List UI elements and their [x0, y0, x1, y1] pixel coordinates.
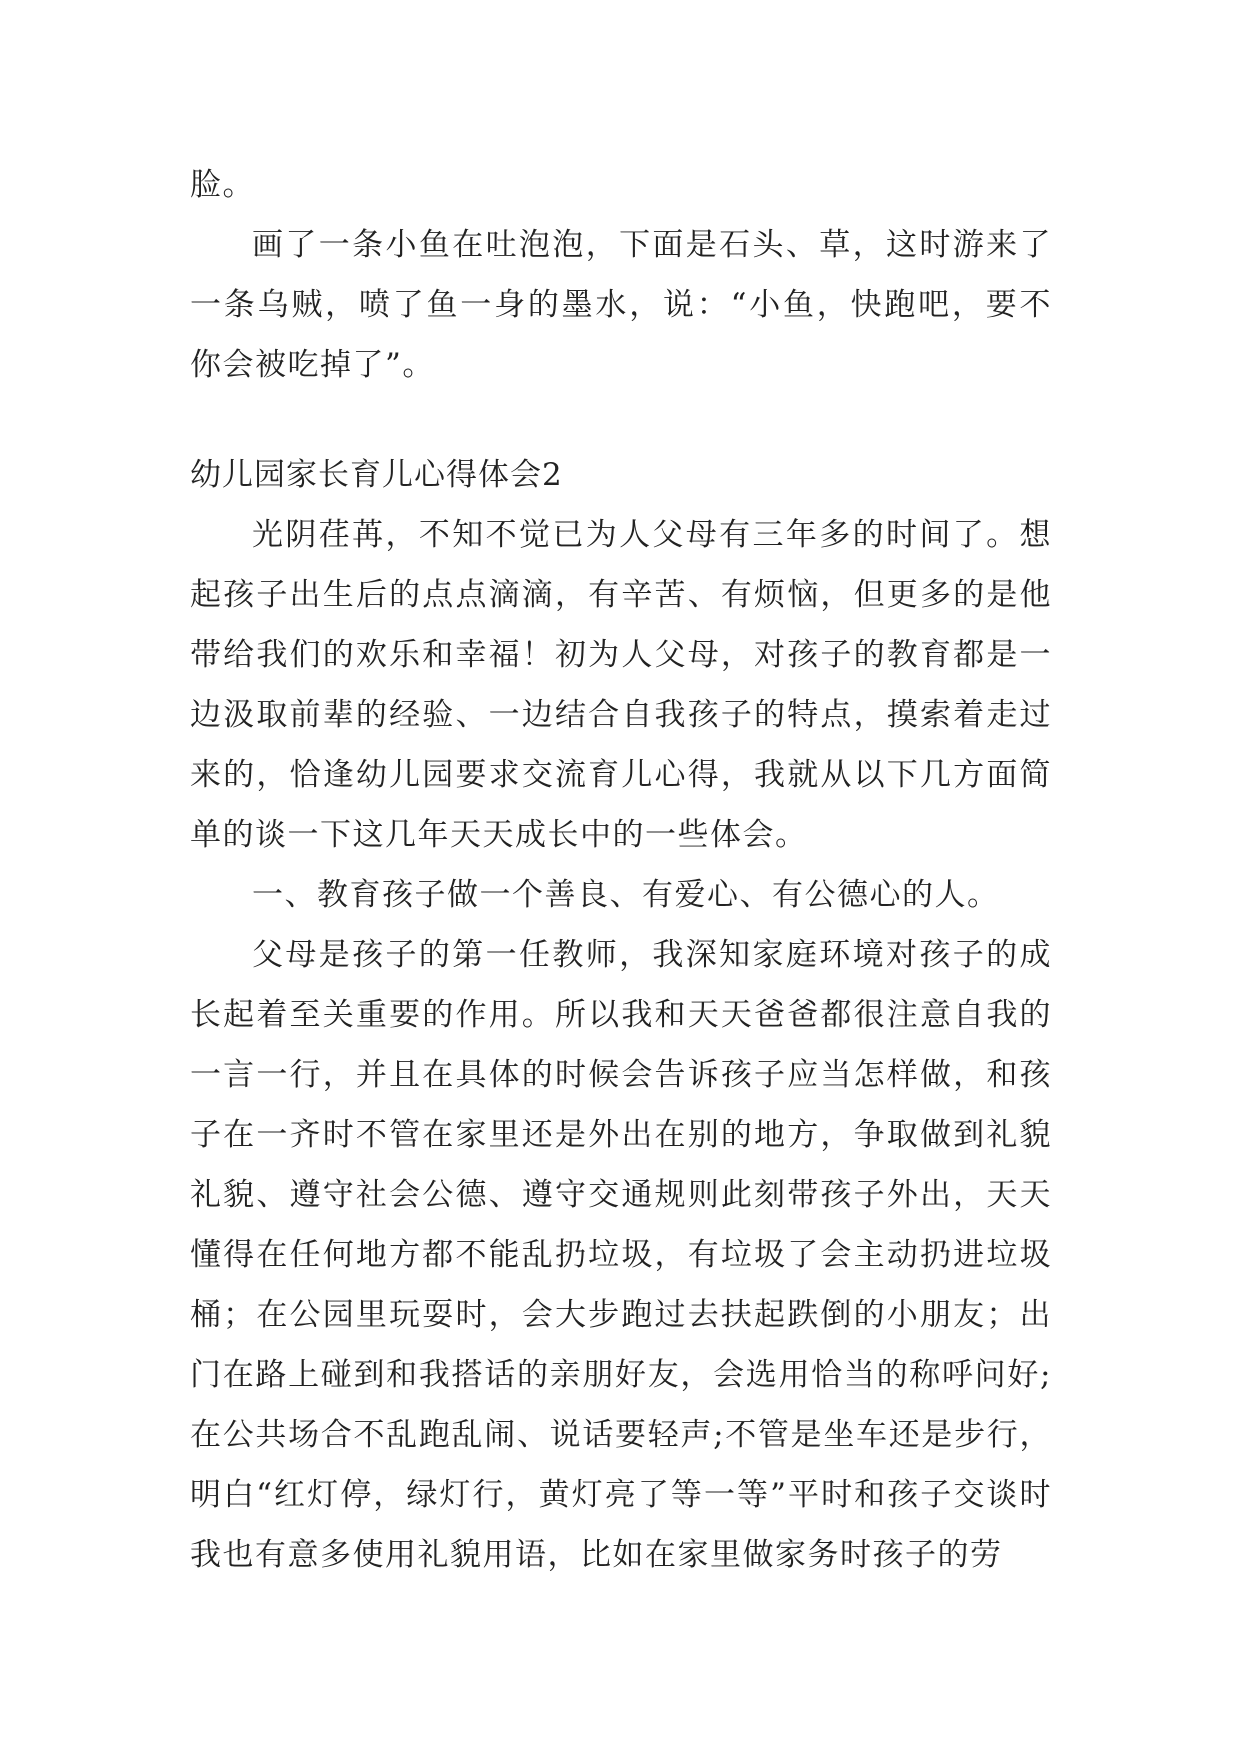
paragraph-intro: 光阴荏苒，不知不觉已为人父母有三年多的时间了。想起孩子出生后的点点滴滴，有辛苦、有烦恼，但更多的是他带给我们的欢乐和幸福！初为人父母，对孩子的教育都是一边汲取前辈的经验、一边结合自我孩子的特点，摸索着走过来的，恰逢幼儿园要求交流育儿心得，我就从以下几方面简单的谈一下这几年天天成长中的一些体会。	[190, 517, 1052, 853]
paragraph-fish: 画了一条小鱼在吐泡泡，下面是石头、草，这时游来了一条乌贼，喷了鱼一身的墨水，说：“小鱼，快跑吧，要不你会被吃掉了”。	[190, 227, 1052, 383]
document-page	[190, 155, 1052, 1585]
section-title: 幼儿园家长育儿心得体会2	[190, 457, 563, 493]
paragraph-parents: 父母是孩子的第一任教师，我深知家庭环境对孩子的成长起着至关重要的作用。所以我和天天爸爸都很注意自我的一言一行，并且在具体的时候会告诉孩子应当怎样做，和孩子在一齐时不管在家里还是外出在别的地方，争取做到礼貌礼貌、遵守社会公德、遵守交通规则此刻带孩子外出，天天懂得在任何地方都不能乱扔垃圾，有垃圾了会主动扔进垃圾桶；在公园里玩耍时，会大步跑过去扶起跌倒的小朋友；出门在路上碰到和我搭话的亲朋好友，会选用恰当的称呼问好;在公共场合不乱跑乱闹、说话要轻声;不管是坐车还是步行，明白“红灯停，绿灯行，黄灯亮了等一等”平时和孩子交谈时我也有意多使用礼貌用语，比如在家里做家务时孩子的劳	[190, 937, 1052, 1573]
heading-one: 一、教育孩子做一个善良、有爱心、有公德心的人。	[252, 877, 1000, 913]
carryover-paragraph: 脸。	[190, 167, 255, 203]
